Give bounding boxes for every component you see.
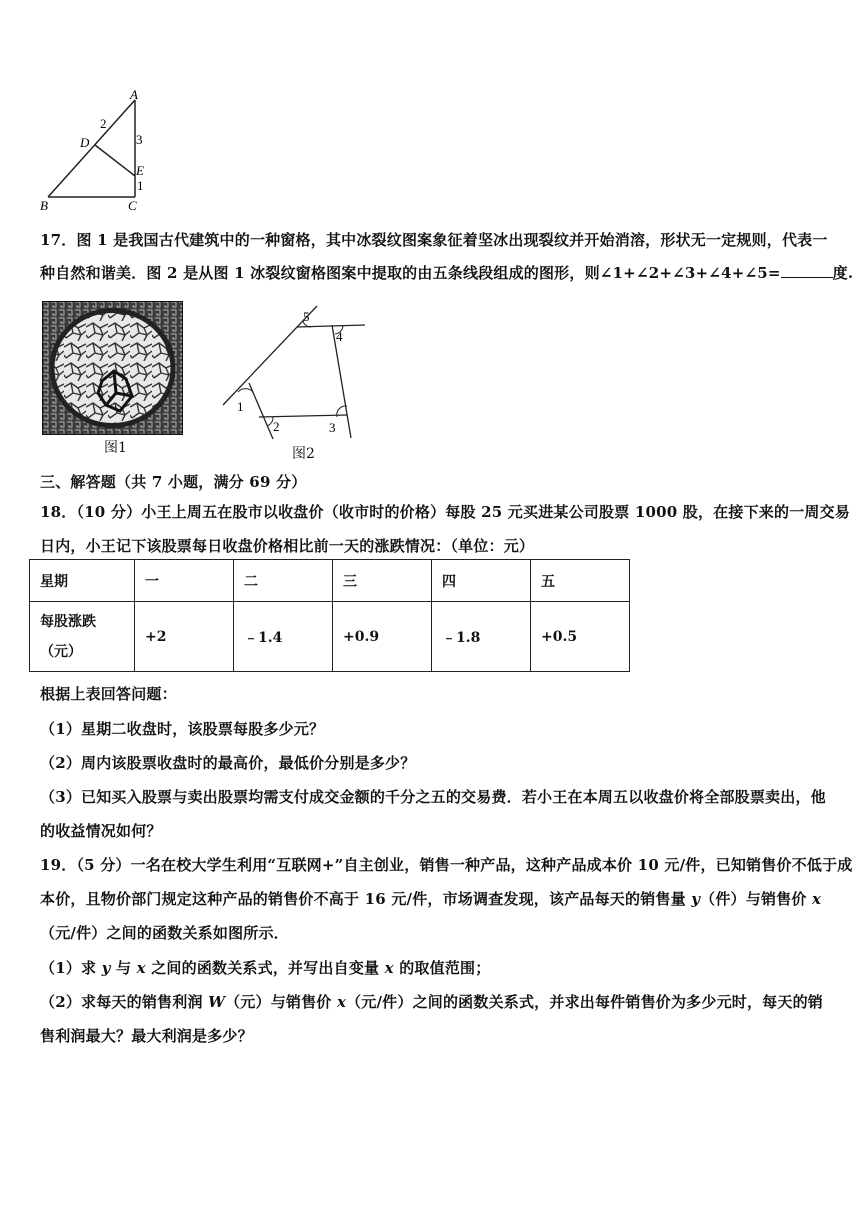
q19-sub2-text-c: （元/件）之间的函数关系式，并求出每件销售价为多少元时，每天的销 xyxy=(346,993,823,1011)
segment-label-3: 3 xyxy=(136,132,143,147)
table-row xyxy=(30,602,630,672)
table-cell: +0.9 xyxy=(333,602,432,672)
table-header-cell: 四 xyxy=(432,560,531,602)
five-segment-figure xyxy=(215,300,375,445)
q19-line2-text-a: 本价，且物价部门规定这种产品的销售价不高于 16 元/件，市场调查发现，该产品每天的销售量 xyxy=(40,890,692,908)
var-y: y xyxy=(691,890,701,908)
var-x: x xyxy=(384,959,394,977)
angle-label-4: 4 xyxy=(336,329,343,344)
row-label-line1: 每股涨跌 xyxy=(40,613,96,630)
vertex-label-A: A xyxy=(130,87,138,102)
q18-sub3-line2: 的收益情况如何？ xyxy=(40,822,162,840)
triangle-figure xyxy=(30,84,170,214)
q19-sub2-line2: 售利润最大？最大利润是多少？ xyxy=(40,1027,253,1045)
table-row xyxy=(30,560,630,602)
vertex-label-D: D xyxy=(80,135,90,150)
angle-label-5: 5 xyxy=(303,309,310,324)
q19-sub1-text-a: （1）求 xyxy=(40,959,102,977)
table-cell: ﹣1.8 xyxy=(432,602,531,672)
q18-sub3-line1: （3）已知买入股票与卖出股票均需支付成交金额的千分之五的交易费．若小王在本周五以收盘价将全部股票卖出，他 xyxy=(40,788,826,806)
angle-label-1: 1 xyxy=(237,399,244,414)
var-y: y xyxy=(101,959,111,977)
q18-sub1: （1）星期二收盘时，该股票每股多少元？ xyxy=(40,720,325,738)
figure1-caption: 图1 xyxy=(104,440,127,456)
q18-intro: 根据上表回答问题： xyxy=(40,685,177,703)
q19-line3: （元/件）之间的函数关系如图所示． xyxy=(40,924,289,942)
row-label-line2: （元） xyxy=(40,643,82,660)
q17-line1: 17．图 1 是我国古代建筑中的一种窗格，其中冰裂纹图案象征着坚冰出现裂纹并开始消溶，形状无一定规则，代表一 xyxy=(40,231,828,249)
table-row-label xyxy=(30,602,135,672)
table-cell: +2 xyxy=(135,602,234,672)
var-x: x xyxy=(336,993,347,1011)
angle-label-3: 3 xyxy=(329,420,336,435)
q19-sub2-text-b: （元）与销售价 xyxy=(225,993,337,1011)
q17-line2-unit: 度. xyxy=(832,264,854,282)
section3-heading: 三、解答题（共 7 小题，满分 69 分） xyxy=(40,473,307,491)
q19-line2-text-b: （件）与销售价 xyxy=(700,890,812,908)
table-header-cell: 二 xyxy=(234,560,333,602)
var-W: W xyxy=(208,993,226,1011)
segment-label-1: 1 xyxy=(137,178,144,193)
vertex-label-C: C xyxy=(128,198,137,213)
segment-label-2: 2 xyxy=(100,116,107,131)
vertex-label-E: E xyxy=(136,163,144,178)
q19-sub2 xyxy=(40,991,823,1012)
var-x: x xyxy=(136,959,146,977)
vertex-label-B: B xyxy=(40,198,48,213)
table-header-cell: 五 xyxy=(531,560,630,602)
table-cell: ﹣1.4 xyxy=(234,602,333,672)
stock-change-table xyxy=(29,559,630,672)
q19-sub1-text-c: 之间的函数关系式，并写出自变量 xyxy=(145,959,385,977)
q17-line2-text: 种自然和谐美．图 2 是从图 1 冰裂纹窗格图案中提取的由五条线段组成的图形，则∠1+∠2+∠3+∠4+∠5= xyxy=(40,264,781,282)
q19-line1: 19．（5 分）一名在校大学生利用“互联网+”自主创业，销售一种产品，这种产品成本价 10 元/件，已知销售价不低于成 xyxy=(40,856,853,874)
angle-label-2: 2 xyxy=(273,419,280,434)
q17-line2 xyxy=(40,262,853,283)
table-header-cell: 一 xyxy=(135,560,234,602)
table-header-cell: 星期 xyxy=(30,560,135,602)
window-lattice-figure xyxy=(42,301,183,435)
answer-blank xyxy=(781,263,833,278)
figure2-caption: 图2 xyxy=(292,446,315,462)
q19-sub1 xyxy=(40,957,490,978)
q19-sub2-text-a: （2）求每天的销售利润 xyxy=(40,993,209,1011)
table-header-cell: 三 xyxy=(333,560,432,602)
table-cell: +0.5 xyxy=(531,602,630,672)
q19-line2 xyxy=(40,888,821,909)
q19-sub1-text-b: 与 xyxy=(110,959,137,977)
q18-line2: 日内，小王记下该股票每日收盘价格相比前一天的涨跌情况：（单位：元） xyxy=(40,537,535,555)
var-x: x xyxy=(811,890,822,908)
q18-line1: 18．（10 分）小王上周五在股市以收盘价（收市时的价格）每股 25 元买进某公司股票 1000 股，在接下来的一周交易 xyxy=(40,503,850,521)
q19-sub1-text-d: 的取值范围； xyxy=(393,959,491,977)
q18-sub2: （2）周内该股票收盘时的最高价，最低价分别是多少？ xyxy=(40,754,416,772)
